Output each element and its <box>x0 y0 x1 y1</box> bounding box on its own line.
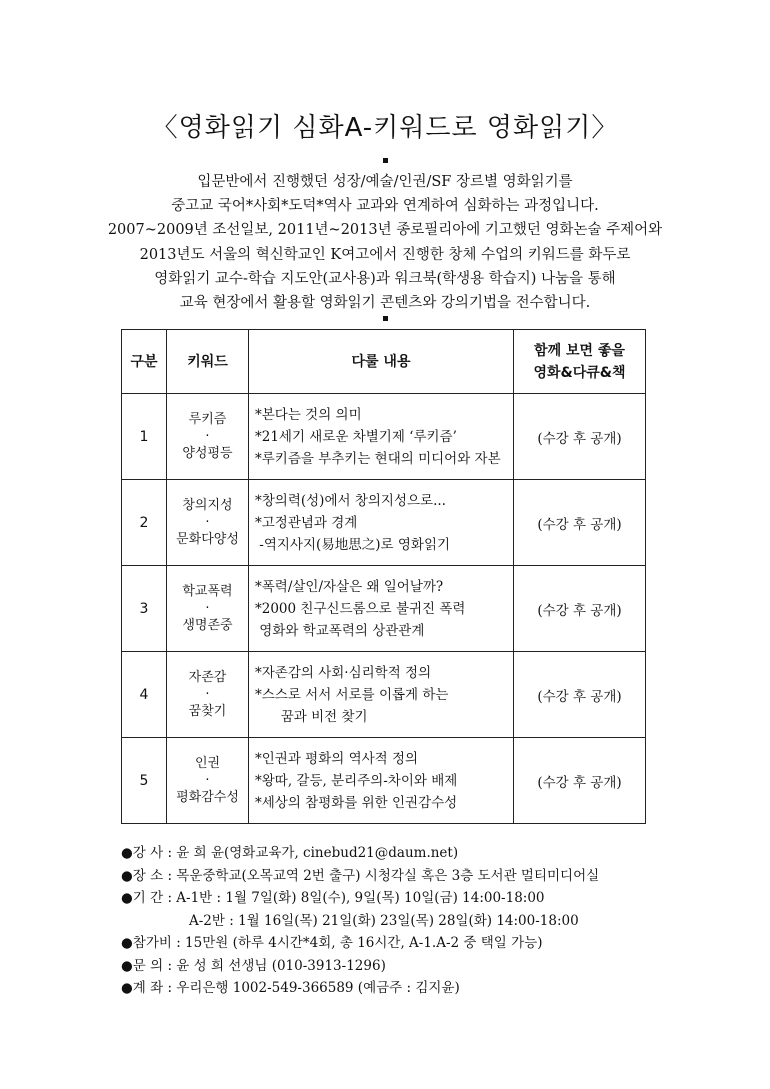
info-contact: ●문 의 : 윤 성 희 선생님 (010-3913-1296) <box>121 957 386 974</box>
table-row <box>122 738 646 824</box>
intro-line: 입문반에서 진행했던 성장/예술/인권/SF 장르별 영화읽기를 <box>197 174 573 190</box>
row-recommend: (수강 후 공개) <box>514 480 646 566</box>
row-content <box>249 652 514 738</box>
header-content: 다룰 내용 <box>249 330 514 394</box>
content-line: *고정관념과 경계 <box>255 514 358 531</box>
table-row <box>122 652 646 738</box>
keyword-secondary: 문화다양성 <box>176 532 239 547</box>
row-recommend: (수강 후 공개) <box>514 652 646 738</box>
row-recommend: (수강 후 공개) <box>514 566 646 652</box>
row-content <box>249 566 514 652</box>
keyword-separator: · <box>205 601 210 616</box>
row-content <box>249 480 514 566</box>
intro-line: 교육 현장에서 활용할 영화읽기 콘텐츠와 강의기법을 전수합니다. <box>179 295 591 312</box>
course-info <box>121 842 599 1000</box>
header-recommend-line: 함께 보면 좋을 <box>534 342 625 359</box>
header-num: 구분 <box>122 330 167 394</box>
content-line: -역지사지(易地思之)로 영화읽기 <box>255 536 451 553</box>
keyword-secondary: 평화감수성 <box>176 790 239 805</box>
info-account: ●계 좌 : 우리은행 1002-549-366589 (예금주 : 김지윤) <box>121 980 460 996</box>
bullet-square <box>383 158 388 163</box>
header-recommend <box>514 330 646 394</box>
row-number: 5 <box>122 738 167 824</box>
info-period: ●기 간 : A-1반 : 1월 7일(화) 8일(수), 9일(목) 10일(금) 14:00-18:00 <box>121 890 545 906</box>
row-number: 4 <box>122 652 167 738</box>
content-line: *창의력(성)에서 창의지성으로... <box>255 492 446 509</box>
content-line: *인권과 평화의 역사적 정의 <box>255 750 419 767</box>
keyword-primary: 자존감 <box>188 670 227 685</box>
content-line: 꿈과 비전 찾기 <box>255 708 368 725</box>
intro-line: 2013년도 서울의 혁신학교인 K여고에서 진행한 창체 수업의 키워드를 화두로 <box>139 246 631 263</box>
row-keyword <box>167 480 249 566</box>
keyword-separator: · <box>205 515 210 530</box>
content-line: *스스로 서서 서로를 이롭게 하는 <box>255 686 449 703</box>
content-line: *2000 친구신드롬으로 불귀진 폭력 <box>255 600 466 617</box>
keyword-primary: 루키즘 <box>188 412 227 427</box>
header-keyword: 키워드 <box>167 330 249 394</box>
row-content <box>249 394 514 480</box>
info-venue: ●장 소 : 목운중학교(오목교역 2번 출구) 시청각실 혹은 3층 도서관 멀티미디어실 <box>121 867 600 884</box>
row-keyword <box>167 738 249 824</box>
intro-line: 중고교 국어*사회*도덕*역사 교과와 연계하여 심화하는 과정입니다. <box>171 198 599 215</box>
page-title: 〈영화읽기 심화A-키워드로 영화읽기〉 <box>151 113 619 143</box>
keyword-secondary: 양성평등 <box>182 446 233 461</box>
row-keyword <box>167 566 249 652</box>
content-line: *본다는 것의 의미 <box>255 406 362 423</box>
intro-line: 2007~2009년 조선일보, 2011년~2013년 종로필리아에 기고했던 영화논술 주제어와 <box>107 222 663 239</box>
header-recommend-line: 영화&다큐&책 <box>533 364 626 381</box>
row-content <box>249 738 514 824</box>
keyword-secondary: 꿈찾기 <box>188 704 227 719</box>
table-row <box>122 394 646 480</box>
row-number: 1 <box>122 394 167 480</box>
intro-line: 영화읽기 교수-학습 지도안(교사용)과 워크북(학생용 학습지) 나눔을 통해 <box>154 270 616 287</box>
content-line: *폭력/살인/자살은 왜 일어날까? <box>255 578 444 595</box>
bullet-square <box>383 316 388 321</box>
content-line: 영화와 학교폭력의 상관관계 <box>255 622 425 639</box>
keyword-separator: · <box>205 429 210 444</box>
keyword-separator: · <box>205 773 210 788</box>
row-number: 3 <box>122 566 167 652</box>
row-recommend: (수강 후 공개) <box>514 394 646 480</box>
info-instructor: ●강 사 : 윤 희 윤(영화교육가, cinebud21@daum.net) <box>121 845 459 861</box>
table-row <box>122 566 646 652</box>
row-recommend: (수강 후 공개) <box>514 738 646 824</box>
intro-paragraph <box>60 170 710 315</box>
row-keyword <box>167 394 249 480</box>
curriculum-table <box>121 329 646 824</box>
content-line: *21세기 새로운 차별기제 ‘루키즘’ <box>255 428 457 445</box>
info-fee: ●참가비 : 15만원 (하루 4시간*4회, 총 16시간, A-1.A-2 중 택일 가능) <box>121 935 543 951</box>
table-row <box>122 480 646 566</box>
info-period-second: A-2반 : 1월 16일(목) 21일(화) 23일(목) 28일(화) 14:00-18:00 <box>189 912 579 929</box>
keyword-secondary: 생명존중 <box>182 618 233 633</box>
content-line: *세상의 참평화를 위한 인권감수성 <box>255 794 458 811</box>
content-line: *자존감의 사회·심리학적 정의 <box>255 664 432 681</box>
content-line: *루키즘을 부추키는 현대의 미디어와 자본 <box>255 450 501 467</box>
table-header-row <box>122 330 646 394</box>
keyword-primary: 인권 <box>194 756 221 771</box>
content-line: *왕따, 갈등, 분리주의-차이와 배제 <box>255 772 458 789</box>
row-number: 2 <box>122 480 167 566</box>
row-keyword <box>167 652 249 738</box>
keyword-separator: · <box>205 687 210 702</box>
keyword-primary: 창의지성 <box>182 498 233 513</box>
keyword-primary: 학교폭력 <box>182 584 233 599</box>
